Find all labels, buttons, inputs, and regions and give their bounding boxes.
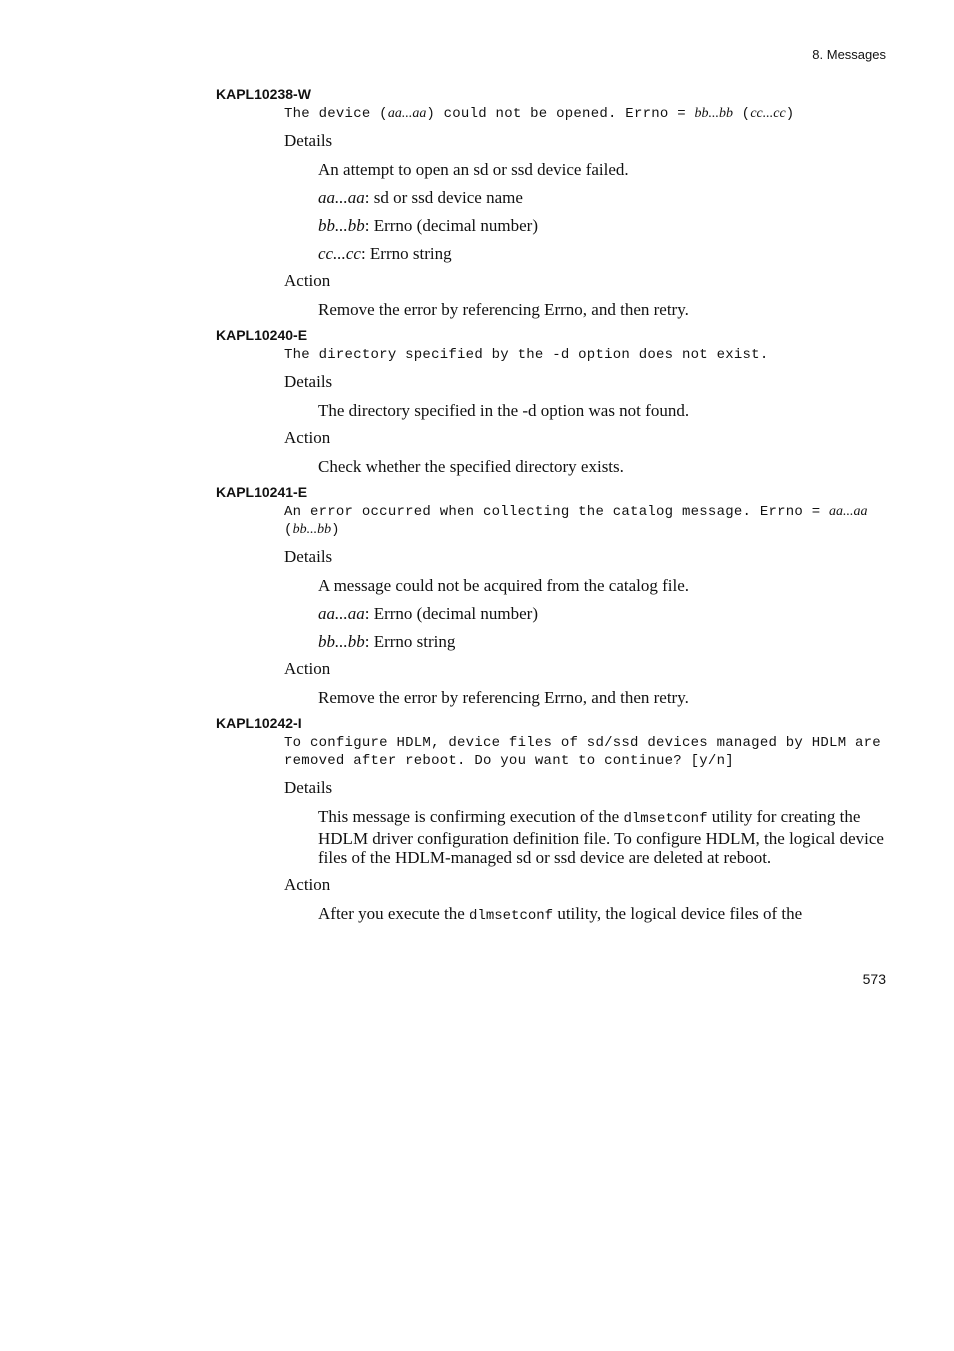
variable-desc: : Errno string [360, 244, 452, 263]
message-variable: bb...bb [694, 106, 734, 121]
message-text: The directory specified by the -d option does not exist. [284, 347, 769, 363]
message-variable: aa...aa [387, 106, 427, 121]
message-entry [216, 484, 886, 707]
details-label: Details [284, 778, 333, 797]
variable-name: cc...cc [318, 244, 361, 263]
action-label: Action [284, 659, 331, 678]
variable-description [318, 632, 886, 651]
utility-name: dlmsetconf [469, 908, 554, 924]
details-text-part: This message is confirming execution of the [318, 807, 624, 826]
variable-name: aa...aa [318, 188, 365, 207]
message-text-part: An error occurred when collecting the catalog message. Errno = [284, 504, 830, 520]
variable-name: bb...bb [318, 632, 365, 651]
details-summary: A message could not be acquired from the catalog file. [318, 576, 690, 595]
message-entry [216, 86, 886, 319]
message-text [284, 503, 886, 539]
action-text-part: After you execute the [318, 904, 470, 923]
details-label: Details [284, 547, 333, 566]
running-head: 8. Messages [812, 47, 886, 62]
variable-description [318, 244, 886, 263]
message-variable: cc...cc [750, 106, 786, 121]
message-text-part: ) could not be opened. Errno = [426, 106, 695, 122]
message-text-part: ( [284, 522, 293, 538]
message-entry [216, 327, 886, 476]
action-label: Action [284, 428, 331, 447]
message-id: KAPL10238-W [216, 86, 311, 102]
message-text [284, 105, 886, 123]
variable-description [318, 604, 886, 623]
action-label: Action [284, 875, 331, 894]
details-summary: The directory specified in the -d option was not found. [318, 401, 690, 420]
details-summary: An attempt to open an sd or ssd device failed. [318, 160, 629, 179]
variable-name: aa...aa [318, 604, 365, 623]
message-list [216, 86, 886, 926]
message-text: To configure HDLM, device files of sd/ssd devices managed by HDLM are removed after reboot. Do you want to continue? [y/n] [284, 735, 881, 769]
message-entry [216, 715, 886, 926]
action-text: Remove the error by referencing Errno, and then retry. [318, 300, 689, 319]
action-label: Action [284, 271, 331, 290]
details-label: Details [284, 372, 333, 391]
message-id: KAPL10240-E [216, 327, 308, 343]
variable-description [318, 216, 886, 235]
details-paragraph [318, 807, 886, 867]
message-text-part: ) [331, 522, 340, 538]
action-paragraph [318, 904, 886, 926]
message-variable: aa...aa [829, 504, 868, 519]
page-number: 573 [862, 971, 886, 987]
message-text-part: The device ( [284, 106, 388, 122]
variable-desc: : sd or ssd device name [364, 188, 523, 207]
action-text: Check whether the specified directory exists. [318, 457, 624, 476]
variable-desc: : Errno (decimal number) [364, 216, 538, 235]
message-text-part: ) [785, 106, 795, 122]
message-id: KAPL10241-E [216, 484, 308, 500]
message-id: KAPL10242-I [216, 715, 302, 731]
message-variable: bb...bb [292, 522, 332, 537]
action-text-part: utility, the logical device files of the [553, 904, 803, 923]
variable-description [318, 188, 886, 207]
message-text-part: ( [733, 106, 751, 122]
variable-desc: : Errno (decimal number) [364, 604, 538, 623]
variable-desc: : Errno string [364, 632, 456, 651]
details-text-part: utility for creating the HDLM driver configuration definition file. To configure HDLM, the logical device files of the HDLM-managed sd or ssd device are deleted at reboot. [318, 807, 884, 867]
utility-name: dlmsetconf [623, 811, 708, 827]
action-text: Remove the error by referencing Errno, and then retry. [318, 688, 689, 707]
variable-name: bb...bb [318, 216, 365, 235]
details-label: Details [284, 131, 333, 150]
